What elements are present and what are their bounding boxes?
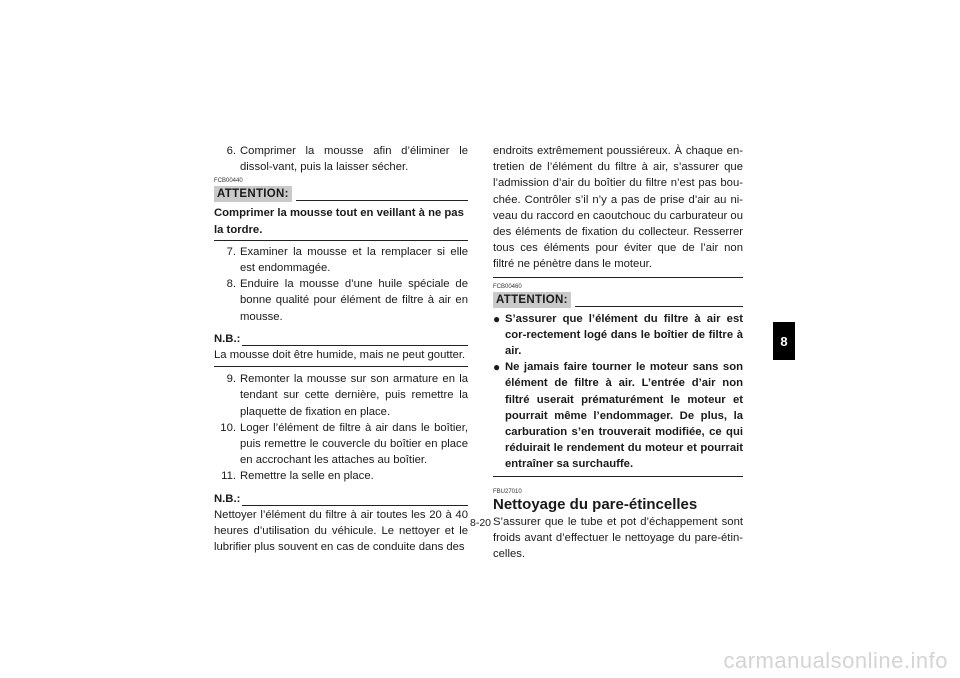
bullet-item [493,311,743,360]
continued-paragraph: endroits extrêmement poussiéreux. À chaque en-tretien de l’élément du filtre à air, s’assurer que l’admission d’air du boîtier du filtre n’est pas bou-chée. Contrôler s’il n’y a pas de prise d’air au ni-veau du raccord en caoutchouc du carburateur ou des éléments de fixation du collecteur. Resserrer tous ces éléments pour éviter que de l’air non filtré ne pénètre dans le moteur. [493,143,743,278]
chapter-tab: 8 [773,322,795,360]
divider [242,505,468,506]
page-number: 8-20 [470,517,492,529]
attention-label: ATTENTION: [493,292,571,308]
right-column [493,143,743,562]
reference-code: FBU27010 [493,488,522,495]
reference-code: FCB00460 [493,283,522,290]
step-number: 8. [226,278,236,291]
attention-label: ATTENTION: [214,186,292,202]
attention-header [214,186,468,202]
section-body: S’assurer que le tube et pot d’échappement sont froids avant d’effectuer le nettoyage du pare-étin-celles. [493,515,743,561]
step-number: 9. [226,373,236,386]
step-text: Enduire la mousse d’une huile spéciale de bonne qualité pour élément de filtre à air en mousse. [240,278,468,323]
step-text: Remonter la mousse sur son armature en la tendant sur cette dernière, puis remettre la plaquette de fixation en place. [240,373,468,418]
step-number: 6. [226,145,236,157]
bullet-icon: ● [493,311,501,326]
note-label: N.B.: [214,492,241,505]
bullet-text: S’assurer que l’élément du filtre à air est cor-rectement logé dans le boîtier de filtre à air. [505,312,743,358]
reference-code: FCB00440 [214,178,243,185]
bullet-text: Ne jamais faire tourner le moteur sans son élément de filtre à air. L’entrée d’air non filtré userait prématurément le moteur et pourrait même l’endommager. De plus, la carburation s’en trouverait modifiée, ce qui réduirait le rendement du moteur et pourrait entraîner sa surchauffe. [505,361,743,471]
step-11 [214,468,468,484]
note-header [214,331,468,347]
note-label: N.B.: [214,332,241,345]
step-8 [214,276,468,325]
divider [575,306,743,307]
note-text: La mousse doit être humide, mais ne peut goutter. [214,347,468,367]
step-text: Loger l’élément de filtre à air dans le boîtier, puis remettre le couvercle du boîtier en place en accrochant les attaches au boîtier. [240,421,468,467]
step-7 [214,244,468,276]
bullet-item [493,359,743,472]
divider [242,345,468,346]
attention-bullets [493,308,743,477]
step-text: Comprimer la mousse afin d’éliminer le dissol-vant, puis la laisser sécher. [240,145,468,174]
step-9 [214,371,468,420]
note-text: Nettoyer l’élément du filtre à air toutes les 20 à 40 heures d’utilisation du véhicule. Le nettoyer et le lubrifier plus souvent en cas de conduite dans des [214,508,468,554]
step-text: Remettre la selle en place. [240,470,374,483]
step-number: 11. [221,470,236,483]
watermark: carmanualsonline.info [723,648,948,673]
step-6 [214,143,468,175]
note-header [214,491,468,507]
step-10 [214,420,468,469]
step-number: 10. [220,421,236,434]
left-column [214,143,468,555]
divider [296,200,468,201]
bullet-icon: ● [493,360,501,375]
section-heading: Nettoyage du pare-étincelles [493,495,698,513]
attention-header [493,292,743,308]
attention-text: Comprimer la mousse tout en veillant à ne pas la tordre. [214,202,468,240]
step-number: 7. [226,245,236,258]
step-text: Examiner la mousse et la remplacer si elle est endommagée. [240,245,468,275]
